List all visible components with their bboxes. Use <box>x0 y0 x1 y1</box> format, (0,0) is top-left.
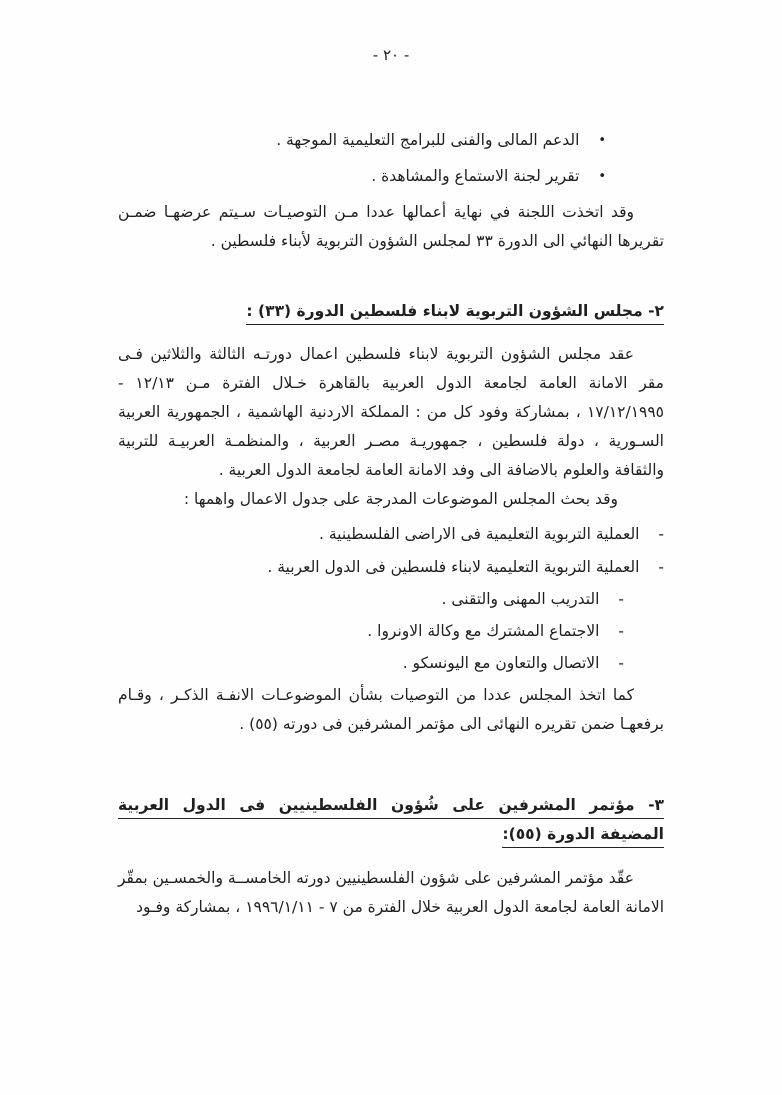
agenda-item-text: الاجتماع المشترك مع وكالة الاونروا . <box>367 621 600 640</box>
page-number: - ٢٠ - <box>372 46 410 64</box>
bullet-item <box>118 162 606 191</box>
dash-marker: - <box>618 653 624 672</box>
agenda-item <box>118 553 664 582</box>
section-3-heading-text: ٣- مؤتمر المشرفين على شُؤون الفلسطينيين فى الدول العربية المضيفة الدورة (٥٥): <box>118 796 664 848</box>
bullet-item-text: الدعم المالى والفنى للبرامج التعليمية الموجهة . <box>276 131 580 149</box>
bullet-marker: • <box>598 133 606 148</box>
bullet-item <box>118 126 606 155</box>
dash-marker: - <box>618 589 624 608</box>
dash-marker: - <box>658 557 664 576</box>
agenda-item-text: العملية التربوية التعليمية لابناء فلسطين فى الدول العربية . <box>267 557 640 576</box>
agenda-item-text: العملية التربوية التعليمية فى الاراضى الفلسطينية . <box>319 525 640 544</box>
section-2-paragraph: عقد مجلس الشؤون التربوية لابناء فلسطين اعمال دورتـه الثالثة والثلاثين فـى مقر الامانة العامة لجامعة الدول العربية بالقاهرة خـلال الفترة مـن ١٢/١٣ - ١٧/١٢/١٩٩٥ ، بمشاركة وفود كل من : المملكة الاردنية الهاشمية ، الجمهورية العربية السـورية ، دولة فلسطين ، جمهوريـة مصـر العربية ، والمنظمـة العربيـة للتربية والثقافة والعلوم بالاضافة الى وفد الامانة العامة لجامعة الدول العربية . <box>118 344 664 480</box>
agenda-list <box>118 520 664 678</box>
committee-results-paragraph: وقد اتخذت اللجنة في نهاية أعمالها عددا مـن التوصيـات سـيتم عرضهـا ضمـن تقريرها النهائي الى الدورة ٣٣ لمجلس الشؤون التربوية لأبناء فلسطين . <box>118 203 664 251</box>
agenda-intro: وقد بحث المجلس الموضوعات المدرجة على جدول الاعمال واهمها : <box>183 490 618 509</box>
document-body <box>118 126 664 922</box>
section-3-paragraph: عقّد مؤتمر المشرفين على شؤون الفلسطينيين دورته الخامســة والخمسـين بمقّر الامانة العامة لجامعة الدول العربية خلال الفترة من ٧ - ١٩٩٦/١/١١ ، بمشاركة وفـود <box>118 868 664 916</box>
dash-marker: - <box>618 621 624 640</box>
section-2-closing-paragraph: كما اتخذ المجلس عددا من التوصيات بشأن الموضوعـات الانفـة الذكـر ، وقـام برفعهـا ضمن تقريره النهائى الى مؤتمر المشرفين فى دورته (٥٥) . <box>118 686 664 734</box>
section-2-heading <box>118 297 664 326</box>
bullet-marker: • <box>598 169 606 185</box>
agenda-item <box>118 585 664 614</box>
bullet-item-text: تقرير لجنة الاستماع والمشاهدة . <box>371 167 580 186</box>
agenda-item <box>118 520 664 549</box>
agenda-item <box>118 649 664 678</box>
section-2-heading-text: ٢- مجلس الشؤون التربوية لابناء فلسطين الدورة (٣٣) : <box>246 302 664 325</box>
agenda-item <box>118 617 664 646</box>
section-3-heading <box>118 791 664 849</box>
dash-marker: - <box>658 525 664 544</box>
agenda-item-text: التدريب المهنى والتقنى . <box>441 589 600 608</box>
intro-bullet-list <box>118 126 664 191</box>
agenda-item-text: الاتصال والتعاون مع اليونسكو . <box>402 653 600 672</box>
